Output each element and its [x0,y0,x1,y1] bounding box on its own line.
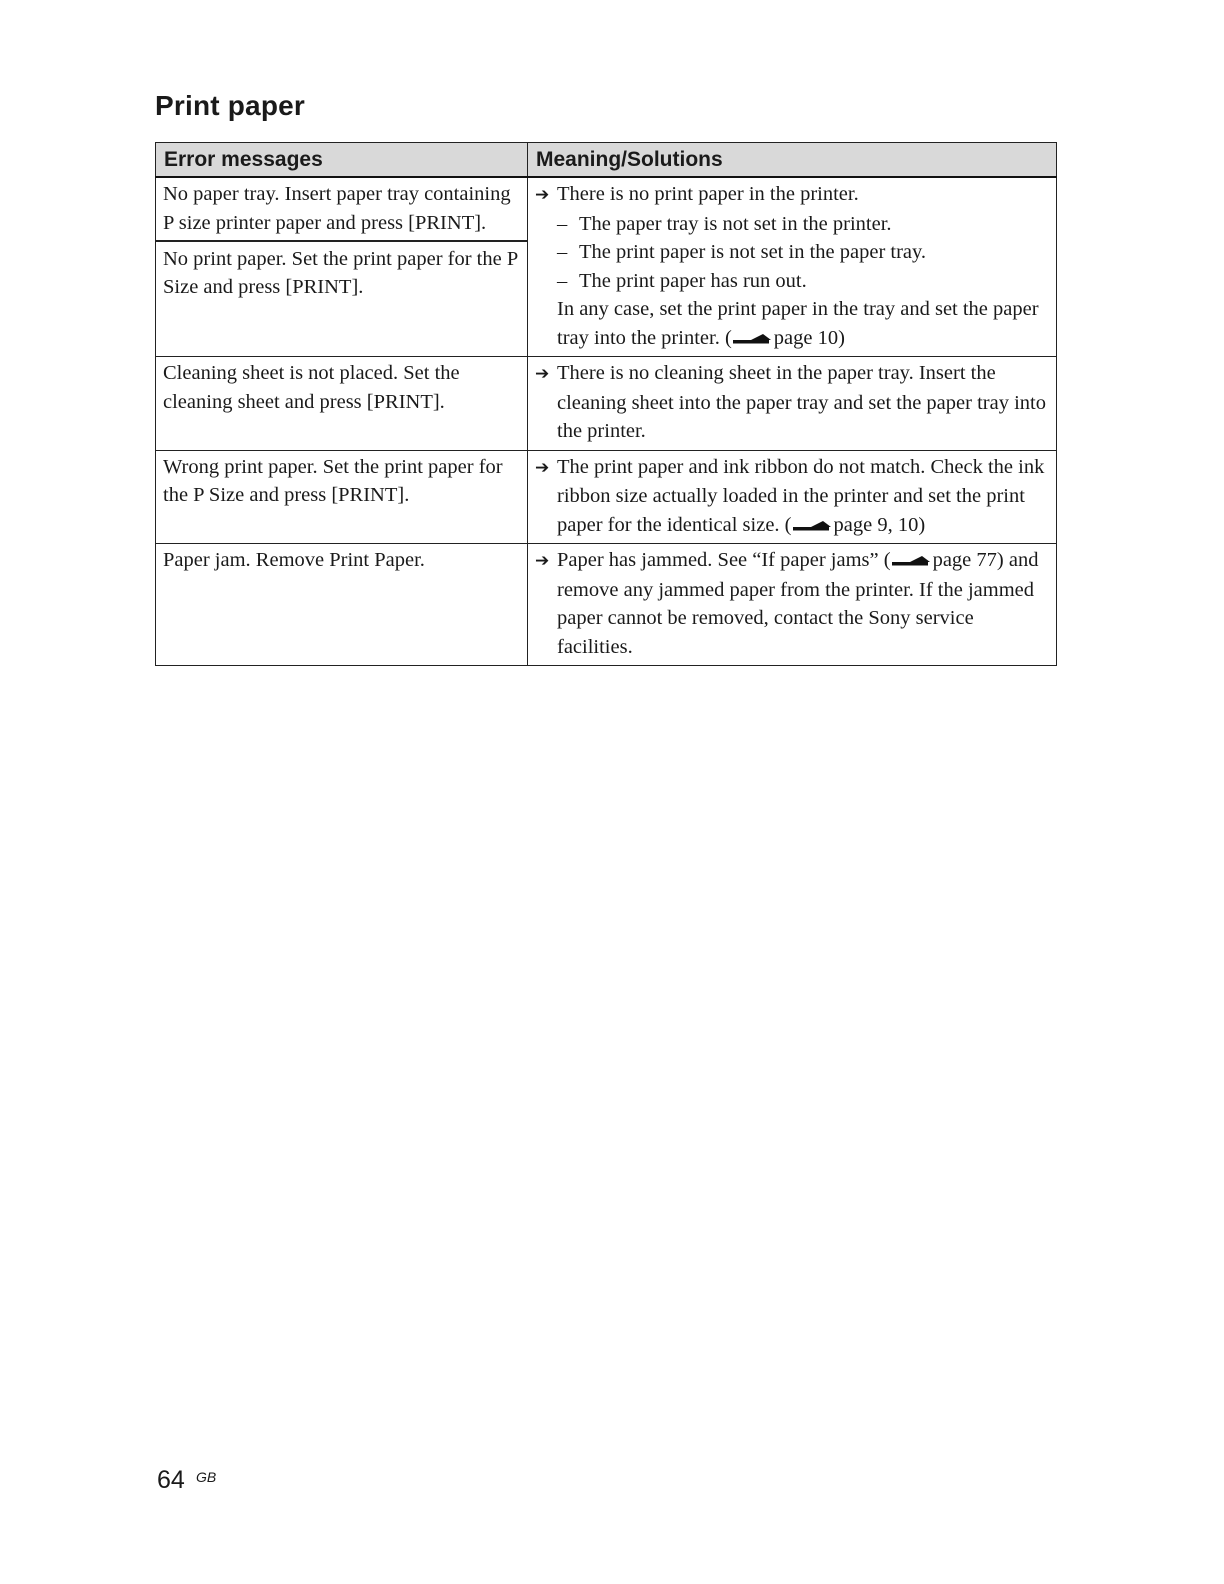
solution-cell [528,357,1057,451]
solution-cell [528,544,1057,666]
table-row [156,177,1057,357]
error-cell [156,177,528,357]
page-reference-arrow-icon [892,555,932,567]
arrow-right-icon: ➔ [535,185,550,205]
table-header-row [156,143,1057,178]
solution-main: ➔ There is no cleaning sheet in the paper tray. Insert the cleaning sheet into the paper tray and set the paper tray into the printer. [535,362,1046,442]
error-message: Wrong print paper. Set the print paper for the P Size and press [PRINT]. [163,455,503,506]
dash-bullet: – [557,241,568,263]
error-message: No print paper. Set the print paper for the P Size and press [PRINT]. [163,247,518,298]
dash-bullet: – [557,212,568,235]
error-cell [156,544,528,666]
solution-sub-item: – The print paper is not set in the paper tray. [535,238,1049,267]
error-table [155,142,1057,666]
solution-cell [528,450,1057,544]
error-cell [156,450,528,544]
cell-divider [156,240,527,242]
header-error-messages: Error messages [156,143,528,178]
solution-note: In any case, set the print paper in the tray and set the paper tray into the printer. ( page 10) [557,298,1039,349]
solution-main: ➔ Paper has jammed. See “If paper jams” ( page 77) and remove any jammed paper from the printer. If the jammed paper cannot be removed, contact the Sony service facilities. [535,549,1039,658]
page-language-code: GB [196,1469,217,1485]
solution-sub-item: – The print paper has run out. [535,267,1049,296]
dash-bullet: – [557,269,568,292]
solution-main: ➔ There is no print paper in the printer. [535,180,1049,210]
page-reference-arrow-icon [733,333,773,345]
page-reference-arrow-icon [793,520,833,532]
table-row [156,544,1057,666]
error-message: Paper jam. Remove Print Paper. [163,549,425,571]
solution-sub-item: – The paper tray is not set in the printer. [535,210,1049,239]
header-meaning-solutions: Meaning/Solutions [528,143,1057,178]
arrow-right-icon: ➔ [535,457,550,478]
solution-cell [528,177,1057,357]
table-row [156,450,1057,544]
error-cell [156,357,528,451]
solution-main: ➔ The print paper and ink ribbon do not match. Check the ink ribbon size actually loaded in the printer and set the print paper for the identical size. ( page 9, 10) [535,455,1045,536]
page-number: 64 [157,1466,185,1494]
error-message: No paper tray. Insert paper tray containing P size printer paper and press [PRINT]. [163,183,511,234]
error-message: Cleaning sheet is not placed. Set the cleaning sheet and press [PRINT]. [163,362,460,413]
arrow-right-icon: ➔ [535,364,550,384]
section-title: Print paper [155,90,306,121]
arrow-right-icon: ➔ [535,551,550,571]
table-row [156,357,1057,451]
